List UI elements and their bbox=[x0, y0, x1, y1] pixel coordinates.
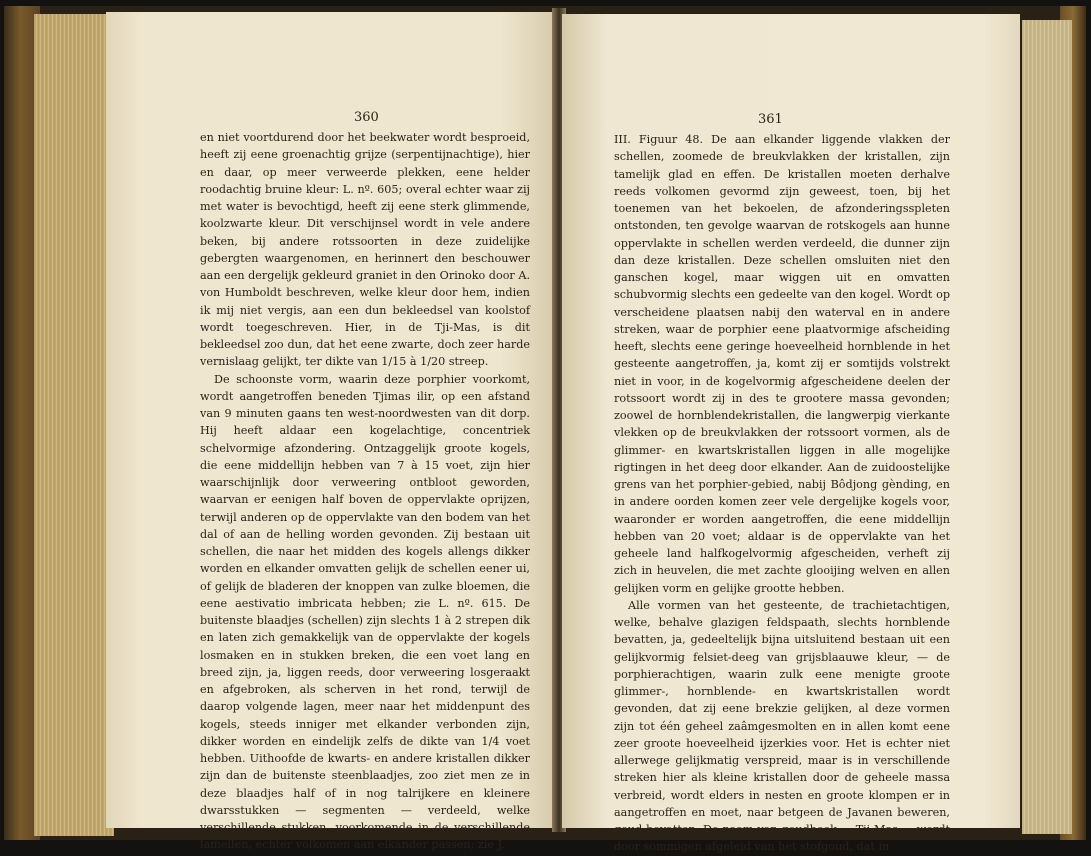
paragraph: en niet voortdurend door het beekwater wordt besproeid, heeft zij eene groenachtig grijze (serpentijnachtige), hier en daar, op meer verweerde plekken, eene helder roodachtig bruine kleur: L. nº. 605; overal echter waar zij met water is bevochtigd, heeft zij eene sterk glimmende, koolzwarte kleur. Dit verschijnsel wordt in vele andere beken, bij andere rotssoorten in deze zuidelijke gebergten waargenomen, en herinnert den beschouwer aan een dergelijk gekleurd graniet in den Orinoko door A. von Humboldt beschreven, welke kleur door hem, indien ik mij niet vergis, aan een dun bekleedsel van koolstof wordt toegeschreven. Hier, in de Tji-Mas, is dit bekleedsel zoo dun, dat het eene zwarte, doch zeer harde vernislaag gelijkt, ter dikte van 1/15 à 1/20 streep. bbox=[200, 131, 530, 369]
left-page-stack bbox=[34, 14, 114, 836]
page-body bbox=[614, 131, 950, 856]
right-page bbox=[562, 14, 1020, 854]
page-number: 361 bbox=[758, 112, 783, 127]
page-number: 360 bbox=[354, 110, 379, 125]
paragraph: III. Figuur 48. De aan elkander liggende vlakken der schellen, zoomede de breukvlakken der kristallen, zijn tamelijk glad en effen. De kristallen moeten derhalve reeds volkomen gevormd zijn geweest, toen, bij het toenemen van het bekoelen, de afzonderingsspleten ontstonden, ten gevolge waarvan de rotskogels aan hunne oppervlakte in schellen werden verdeeld, die dunner zijn dan deze kristallen. Deze schellen omsluiten niet den ganschen kogel, maar wiggen uit en omvatten schubvormig slechts een gedeelte van den kogel. Wordt op verscheidene plaatsen nabij den waterval en in andere streken, waar de porphier eene plaatvormige afscheiding heeft, slechts eene geringe hoeveelheid hornblende in het gesteente aangetroffen, ja, komt zij er somtijds volstrekt niet in voor, in de kogelvormig afgescheidene deelen der rotssoort wordt zij in des te grootere massa gevonden; zoowel de hornblendekristallen, die langwerpig vierkante vlekken op de breukvlakken der rotssoort vormen, als de glimmer- en kwartskristallen liggen in alle mogelijke rigtingen in het deeg door elkander. Aan de zuidoostelijke grens van het porphier-gebied, nabij Bôdjong gènding, en in andere oorden komen zeer vele dergelijke kogels voor, waaronder er worden aangetroffen, die eene middellijn hebben van 20 voet; aldaar is de oppervlakte van het geheele land halfkogelvormig afgescheiden, verheft zij zich in heuvelen, die met zachte glooijing welven en allen gelijken vorm en gelijke grootte hebben. bbox=[614, 133, 950, 595]
left-page bbox=[106, 12, 554, 852]
paragraph: Alle vormen van het gesteente, de trachietachtigen, welke, behalve glazigen feldspaath, slechts hornblende bevatten, ja, gedeeltelijk bijna uitsluitend bestaan uit een gelijkvormig felsiet-deeg van grijsblaauwe kleur, — de porphierachtigen, waarin zulk eene menigte groote glimmer-, hornblende- en kwartskristallen wordt gevonden, dat zij eene brekzie gelijken, al deze vormen zijn tot één geheel zaâmgesmolten en in allen komt eene zeer groote hoeveelheid ijzerkies voor. Het is echter niet allerwege gelijkmatig verspreid, maar is in verschillende streken hier als kleine kristallen door de geheele massa verbreid, wordt elders in nesten en groote klompen er in aangetroffen en moet, naar betgeen de Javanen beweren, goud bevatten. De naam van goudbeek — Tji-Mas — wordt door sommigen afgeleid van het stofgoud, dat in bbox=[614, 598, 950, 854]
page-body bbox=[200, 129, 530, 854]
paragraph: De schoonste vorm, waarin deze porphier voorkomt, wordt aangetroffen beneden Tjimas ilir, op een afstand van 9 minuten gaans ten west-noordwesten van dit dorp. Hij heeft aldaar een kogelachtige, concentriek schelvormige afzondering. Ontzaggelijk groote kogels, die eene middellijn hebben van 7 à 15 voet, zijn hier waarschijnlijk door verweering ontbloot geworden, waarvan er eenigen half boven de oppervlakte oprijzen, terwijl anderen op de oppervlakte van den bodem van het dal of aan de helling worden gevonden. Zij bestaan uit schellen, die naar het midden des kogels allengs dikker worden en elkander omvatten gelijk de schellen eener ui, of gelijk de bladeren der knoppen van zulke bloemen, die eene aestivatio imbricata hebben; zie L. nº. 615. De buitenste blaadjes (schellen) zijn slechts 1 à 2 strepen dik en laten zich gemakkelijk van de oppervlakte der kogels losmaken en in stukken breken, die een voet lang en breed zijn, ja, liggen reeds, door verweering losgeraakt en afgebroken, als scherven in het rond, terwijl de daarop volgende lagen, meer naar het middenpunt des kogels, steeds inniger met elkander verbonden zijn, dikker worden en eindelijk zelfs de dikte van 1/4 voet hebben. Uithoofde de kwarts- en andere kristallen dikker zijn dan de buitenste steenblaadjes, zoo ziet men ze in deze blaadjes half of in nog talrijkere en kleinere dwarsstukken — segmenten — verdeeld, welke verschillende stukken, voorkomende in de verschillende lamellen, echter volkomen aan elkander passen; zie J. bbox=[200, 372, 530, 852]
right-page-stack bbox=[1022, 20, 1072, 834]
